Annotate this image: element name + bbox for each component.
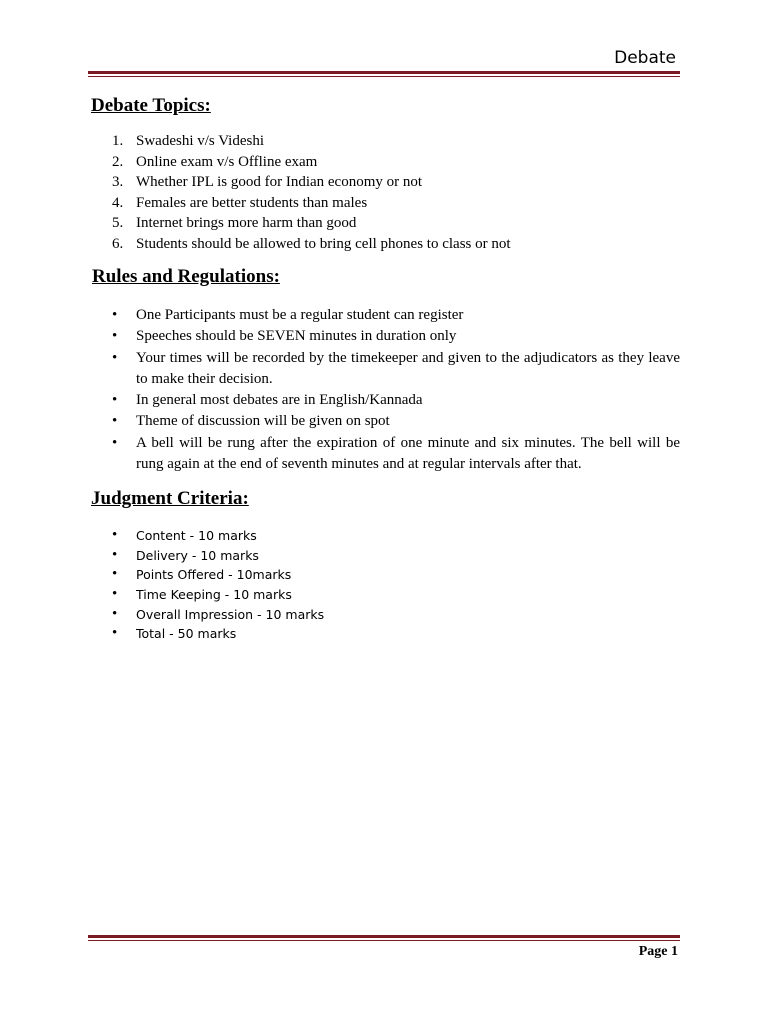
criteria-item: [91, 565, 680, 585]
bullet-icon: •: [112, 328, 118, 345]
topic-text: Whether IPL is good for Indian economy or not: [136, 174, 423, 190]
footer-divider-thin: [88, 940, 680, 941]
topic-text: Internet brings more harm than good: [136, 215, 357, 231]
rule-item: [91, 326, 680, 347]
criteria-text: Time Keeping - 10 marks: [136, 587, 292, 603]
rule-text: Speeches should be SEVEN minutes in duration only: [136, 328, 457, 345]
rule-text: One Participants must be a regular student can register: [136, 307, 464, 323]
topic-number: 3.: [112, 174, 124, 190]
rule-text: Your times will be recorded by the timekeeper and given to the adjudicators as they leave to make their decision.: [136, 349, 680, 387]
criteria-item: [91, 526, 680, 546]
topic-text: Females are better students than males: [136, 194, 368, 211]
bullet-icon: •: [112, 527, 118, 543]
bullet-icon: •: [112, 586, 118, 603]
bullet-icon: •: [112, 349, 118, 366]
page-number: Page 1: [638, 944, 678, 959]
rules-list: [91, 305, 680, 475]
rule-item: [91, 411, 680, 432]
topic-text: Swadeshi v/s Videshi: [136, 133, 264, 149]
judgment-criteria-list: [91, 526, 680, 644]
criteria-text: Total - 50 marks: [136, 626, 237, 642]
topic-item: [91, 152, 681, 173]
criteria-text: Points Offered - 10marks: [136, 567, 292, 583]
footer-divider: [88, 935, 680, 941]
rule-text: Theme of discussion will be given on spot: [136, 413, 390, 430]
rules-heading: Rules and Regulations:: [92, 266, 280, 287]
topic-number: 4.: [112, 194, 124, 211]
bullet-icon: •: [112, 546, 118, 563]
header-divider: [88, 71, 680, 77]
rule-item: [91, 390, 680, 411]
header-divider-thin: [88, 76, 680, 77]
topic-number: 2.: [112, 153, 124, 170]
bullet-icon: •: [112, 625, 118, 642]
criteria-text: Overall Impression - 10 marks: [136, 606, 325, 622]
topic-item: [91, 193, 681, 214]
topic-item: [91, 172, 681, 193]
judgment-criteria-heading: Judgment Criteria:: [91, 488, 249, 509]
bullet-icon: •: [112, 413, 118, 430]
topic-item: [91, 234, 681, 255]
criteria-item: [91, 546, 680, 566]
footer-divider-thick: [88, 935, 680, 938]
header-divider-thick: [88, 71, 680, 74]
criteria-text: Delivery - 10 marks: [136, 547, 259, 563]
bullet-icon: •: [112, 566, 118, 583]
rule-item: [91, 433, 680, 476]
rule-text: A bell will be rung after the expiration of one minute and six minutes. The bell will be rung again at the end of seventh minutes and at regular intervals after that.: [136, 434, 680, 473]
page-header-title: Debate: [614, 48, 676, 68]
bullet-icon: •: [112, 392, 118, 409]
criteria-item: [91, 585, 680, 605]
topic-number: 5.: [112, 215, 124, 231]
rule-item: [91, 305, 680, 326]
topic-number: 6.: [112, 235, 124, 252]
debate-topics-list: [91, 131, 681, 254]
topic-number: 1.: [112, 133, 124, 149]
criteria-item: [91, 605, 680, 625]
bullet-icon: •: [112, 605, 118, 622]
criteria-item: [91, 624, 680, 644]
topic-text: Online exam v/s Offline exam: [136, 153, 318, 170]
topic-item: [91, 213, 681, 234]
rule-text: In general most debates are in English/Kannada: [136, 392, 423, 409]
criteria-text: Content - 10 marks: [136, 528, 257, 543]
debate-topics-heading: Debate Topics:: [91, 95, 211, 116]
topic-text: Students should be allowed to bring cell phones to class or not: [136, 235, 511, 252]
bullet-icon: •: [112, 307, 118, 323]
bullet-icon: •: [112, 434, 118, 451]
topic-item: [91, 131, 681, 152]
rule-item: [91, 348, 680, 391]
